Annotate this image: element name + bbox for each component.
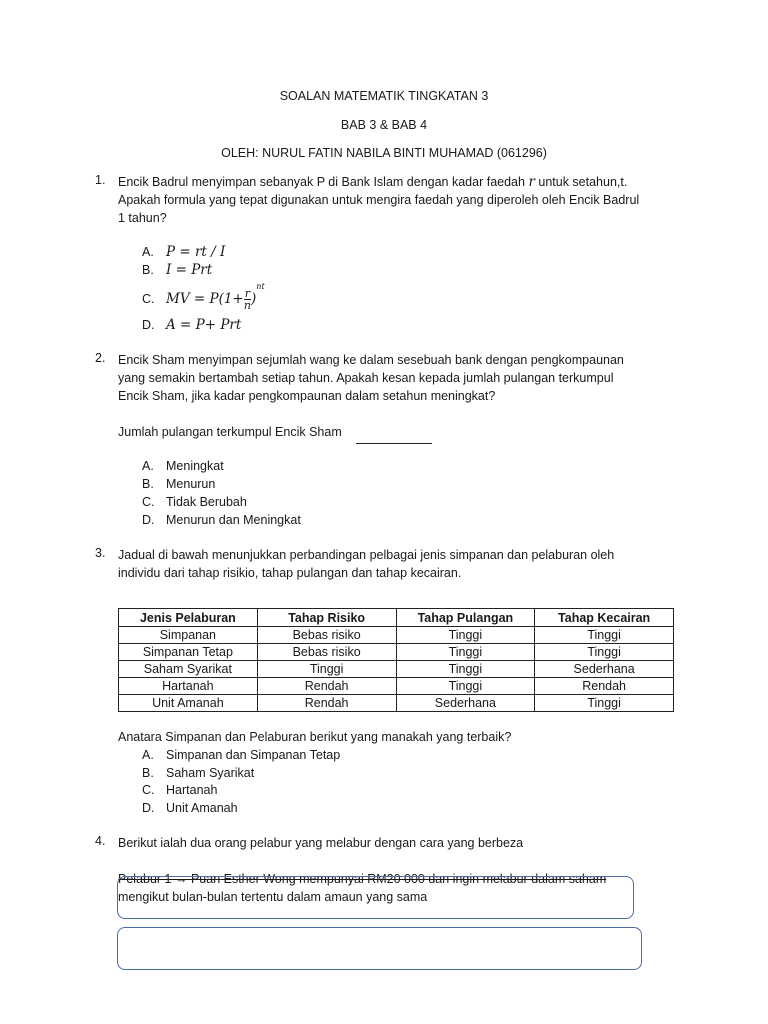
q1-number: 1.: [95, 173, 106, 187]
header-author: OLEH: NURUL FATIN NABILA BINTI MUHAMAD (061296): [221, 146, 547, 160]
table-row: [119, 695, 674, 712]
q3-option-c: C. Hartanah: [142, 783, 218, 797]
q2-line3: Encik Sham, jika kadar pengkompaunan dalam setahun meningkat?: [118, 389, 496, 403]
table-cell: Unit Amanah: [119, 695, 258, 712]
investor-2-box: [117, 927, 642, 970]
table-cell: Rendah: [535, 678, 674, 695]
q3-option-a: A. Simpanan dan Simpanan Tetap: [142, 748, 341, 762]
table-cell: Tinggi: [535, 695, 674, 712]
table-cell: Tinggi: [396, 627, 535, 644]
table-header: Tahap Kecairan: [535, 609, 674, 627]
q3-question: Anatara Simpanan dan Pelaburan berikut yang manakah yang terbaik?: [118, 730, 512, 744]
q1-option-c: C. MV = P(1+ $\frac{r}{n}$ )$^{nt}$: [142, 282, 265, 313]
q3-option-d: D. Unit Amanah: [142, 801, 238, 815]
table-cell: Sederhana: [535, 661, 674, 678]
q2-option-b: B. Menurun: [142, 477, 216, 491]
q2-option-a: A. Meningkat: [142, 459, 224, 473]
q2-option-c: C. Tidak Berubah: [142, 495, 247, 509]
table-cell: Tinggi: [535, 644, 674, 661]
table-cell: Rendah: [257, 695, 396, 712]
q2-line1: Encik Sham menyimpan sejumlah wang ke dalam sesebuah bank dengan pengkompaunan: [118, 353, 624, 367]
q2-answer-blank: [356, 443, 432, 444]
q1-line2: Apakah formula yang tepat digunakan untuk mengira faedah yang diperoleh oleh Encik Badrul: [118, 193, 640, 207]
header-title: SOALAN MATEMATIK TINGKATAN 3: [279, 89, 489, 103]
comparison-table: [118, 608, 674, 712]
table-row: [119, 678, 674, 695]
q3-text: [118, 546, 678, 582]
table-header: Tahap Risiko: [257, 609, 396, 627]
table-cell: Simpanan: [119, 627, 258, 644]
q4-number: 4.: [95, 834, 106, 848]
table-cell: Hartanah: [119, 678, 258, 695]
header-subtitle: BAB 3 & BAB 4: [340, 118, 428, 132]
table-cell: Tinggi: [535, 627, 674, 644]
q4-box1-line1: Pelabur 1 → Puan Esther Wong mempunyai RM20 000 dan ingin melabur dalam saham: [118, 872, 607, 886]
table-header-row: [119, 609, 674, 627]
table-cell: Bebas risiko: [257, 627, 396, 644]
q1-option-d: D. A = P+ Prt: [142, 317, 242, 333]
q2-number: 2.: [95, 351, 106, 365]
table-cell: Tinggi: [396, 661, 535, 678]
q1-option-a: A. P = rt / I: [142, 244, 226, 260]
q3-line1: Jadual di bawah menunjukkan perbandingan pelbagai jenis simpanan dan pelaburan oleh: [118, 548, 615, 562]
table-header: Jenis Pelaburan: [119, 609, 258, 627]
q3-number: 3.: [95, 546, 106, 560]
investor-1-box: [117, 876, 634, 919]
q4-text: Berikut ialah dua orang pelabur yang melabur dengan cara yang berbeza: [118, 836, 524, 850]
q1-line1: Encik Badrul menyimpan sebanyak P di Bank Islam dengan kadar faedah r untuk setahun,t.: [118, 174, 628, 190]
q2-prompt: Jumlah pulangan terkumpul Encik Sham: [118, 425, 342, 439]
table-cell: Tinggi: [257, 661, 396, 678]
table-cell: Sederhana: [396, 695, 535, 712]
q4-box1-line2: mengikut bulan-bulan tertentu dalam amaun yang sama: [118, 890, 428, 904]
table-cell: Tinggi: [396, 678, 535, 695]
table-cell: Tinggi: [396, 644, 535, 661]
table-row: [119, 627, 674, 644]
q3-option-b: B. Saham Syarikat: [142, 766, 255, 780]
q2-option-d: D. Menurun dan Meningkat: [142, 513, 301, 527]
table-header: Tahap Pulangan: [396, 609, 535, 627]
q1-line3: 1 tahun?: [118, 211, 167, 225]
q1-option-b: B. I = Prt: [142, 262, 213, 278]
table-cell: Bebas risiko: [257, 644, 396, 661]
fraction-r-over-n: $\frac{r}{n}$: [243, 287, 251, 313]
q2-line2: yang semakin bertambah setiap tahun. Apakah kesan kepada jumlah pulangan terkumpul: [118, 371, 614, 385]
table-cell: Rendah: [257, 678, 396, 695]
table-cell: Simpanan Tetap: [119, 644, 258, 661]
table-row: [119, 661, 674, 678]
q1-text: [118, 173, 678, 227]
q3-line2: individu dari tahap risikio, tahap pulangan dan tahap kecairan.: [118, 566, 462, 580]
table-row: [119, 644, 674, 661]
table-cell: Saham Syarikat: [119, 661, 258, 678]
q2-text: [118, 351, 678, 405]
